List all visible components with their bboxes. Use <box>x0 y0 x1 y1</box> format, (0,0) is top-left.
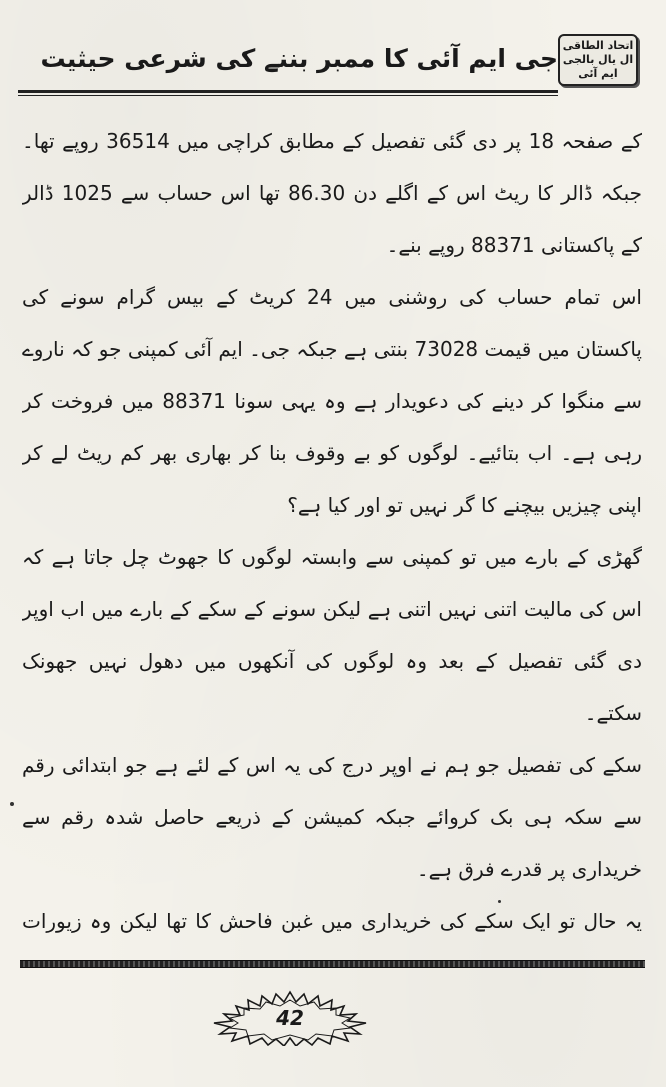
scan-speck <box>498 900 501 903</box>
paragraph-1: کے صفحہ 18 پر دی گئی تفصیل کے مطابق کراچی میں 36514 روپے تھا۔ جبکہ ڈالر کا ریٹ اس کے اگلے دن 86.30 تھا اس حساب سے 1025 ڈالر کے پاکستانی 88371 روپے بنے۔ <box>22 129 642 257</box>
paragraph-3: گھڑی کے بارے میں تو کمپنی سے وابستہ لوگوں کا جھوٹ چل جاتا ہے کہ اس کی مالیت اتنی نہیں اتنی ہے لیکن سونے کے سکے کے بارے میں اب اوپر دی گئی تفصیل کے بعد وہ لوگوں کی آنکھوں میں دھول نہیں جھونک سکتے۔ <box>22 545 642 725</box>
paragraph-2: اس تمام حساب کی روشنی میں 24 کریٹ کے بیس گرام سونے کی پاکستان میں قیمت 73028 بنتی ہے جبکہ جی۔ ایم آئی کمپنی جو کہ ناروے سے منگوا کر دینے کی دعویدار ہے وہ یہی سونا 88371 میں فروخت کر رہی ہے۔ اب بتائیے۔ لوگوں کو بے وقوف بنا کر بھاری بھر کم ریٹ لے کر اپنی چیزیں بیچنے کا گر نہیں تو اور کیا ہے؟ <box>22 285 642 517</box>
page-number: 42 <box>276 1006 304 1030</box>
header-divider <box>18 90 558 96</box>
header-badge: اتحاد الطاقی ال یال بالجی ایم آئی <box>558 34 638 86</box>
page-title: جی ایم آئی کا ممبر بننے کی شرعی حیثیت <box>40 44 558 73</box>
page-number-badge <box>210 990 370 1046</box>
scan-speck <box>10 802 14 806</box>
page-header <box>18 32 648 98</box>
footer-divider <box>20 960 645 968</box>
paragraph-5: یہ حال تو ایک سکے کی خریداری میں غبن فاحش کا تھا لیکن وہ زیورات <box>22 909 642 933</box>
paragraph-4: سکے کی تفصیل جو ہم نے اوپر درج کی یہ اس کے لئے ہے جو ابتدائی رقم سے سکہ ہی بک کروائے جبکہ کمیشن کے ذریعے حاصل شدہ رقم سے خریداری پر قدرے فرق ہے۔ <box>22 753 642 881</box>
body-text <box>22 115 642 950</box>
